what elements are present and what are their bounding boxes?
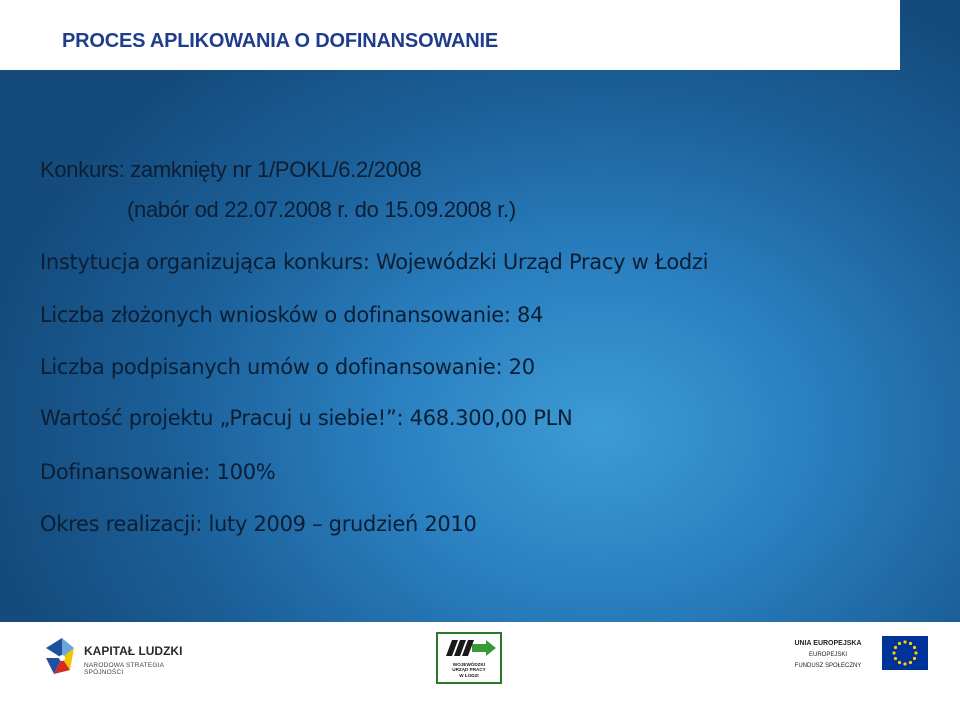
- project-value-line: Wartość projektu „Pracuj u siebie!”: 468.300,00 PLN: [40, 406, 573, 430]
- competition-line: Konkurs: zamknięty nr 1/POKL/6.2/2008: [40, 157, 422, 182]
- eu-line-3: FUNDUSZ SPOŁECZNY: [794, 663, 862, 669]
- wup-line-1: WOJEWÓDZKI: [452, 662, 486, 667]
- eu-logo: [782, 636, 912, 682]
- wup-text: [438, 662, 500, 678]
- cofinancing-line: Dofinansowanie: 100%: [40, 460, 276, 484]
- wup-line-3: W ŁODZI: [459, 672, 479, 678]
- applications-count-line: Liczba złożonych wniosków o dofinansowanie: 84: [40, 303, 544, 327]
- kapital-ludzki-emblem-icon: [40, 634, 80, 682]
- institution-line: Instytucja organizująca konkurs: Wojewódzki Urząd Pracy w Łodzi: [40, 250, 709, 274]
- wup-lodz-logo: [436, 632, 502, 684]
- kapital-ludzki-name: KAPITAŁ LUDZKI: [84, 644, 183, 658]
- kapital-ludzki-logo: [40, 634, 200, 682]
- wup-emblem-icon: [438, 634, 500, 662]
- eu-text: [782, 638, 874, 672]
- eu-flag-icon: [882, 636, 928, 670]
- kapital-ludzki-subtitle: NARODOWA STRATEGIA SPÓJNOŚCI: [84, 662, 164, 676]
- realization-period-line: Okres realizacji: luty 2009 – grudzień 2010: [40, 512, 477, 536]
- eu-line-1: UNIA EUROPEJSKA: [794, 640, 862, 647]
- eu-line-2: EUROPEJSKI: [808, 652, 847, 658]
- recruitment-period-line: (nabór od 22.07.2008 r. do 15.09.2008 r.): [127, 197, 516, 222]
- slide-title: PROCES APLIKOWANIA O DOFINANSOWANIE: [62, 30, 498, 52]
- agreements-count-line: Liczba podpisanych umów o dofinansowanie: 20: [40, 355, 535, 379]
- logo-footer: [0, 622, 960, 720]
- wup-line-2: URZĄD PRACY: [452, 667, 486, 673]
